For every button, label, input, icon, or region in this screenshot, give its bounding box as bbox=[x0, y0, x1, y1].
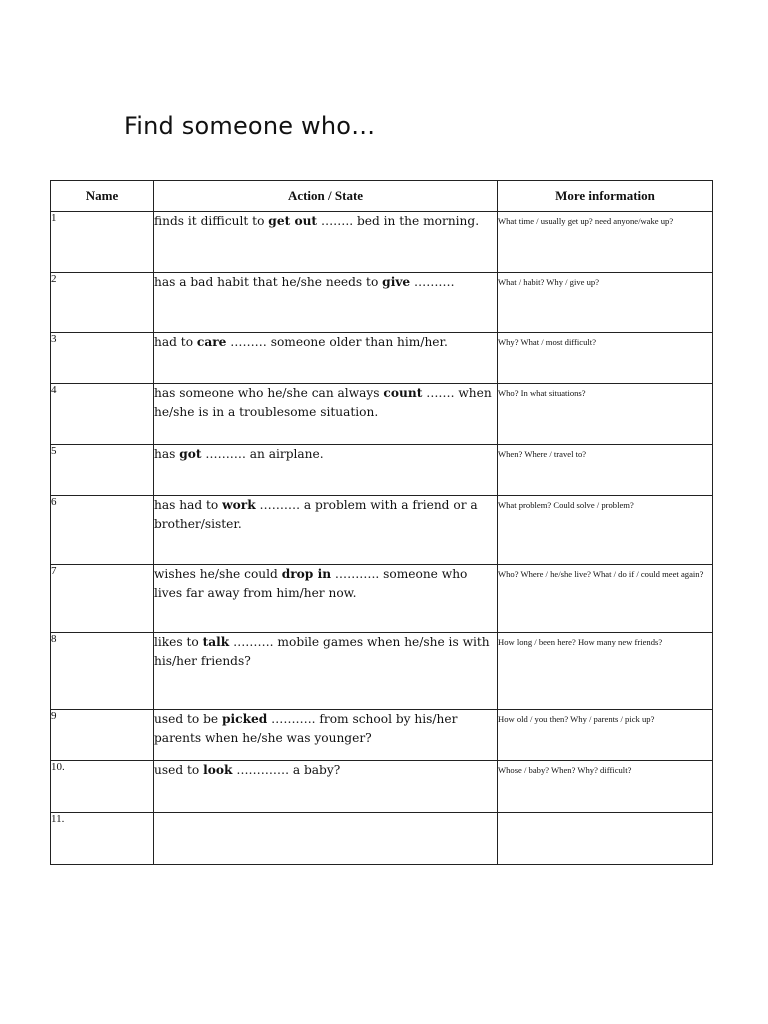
phrasal-verb: got bbox=[179, 447, 202, 461]
row-number: 7 bbox=[51, 565, 154, 633]
table-row bbox=[51, 496, 713, 565]
phrasal-verb: look bbox=[203, 763, 233, 777]
table-row bbox=[51, 445, 713, 496]
action-text: …….. bed in the morning. bbox=[317, 214, 480, 228]
row-number: 2 bbox=[51, 273, 154, 333]
info-cell[interactable]: Who? Where / he/she live? What / do if / could meet again? bbox=[498, 565, 713, 633]
column-header-action: Action / State bbox=[154, 181, 498, 212]
action-text: has bbox=[154, 447, 180, 461]
action-text: used to be bbox=[154, 712, 222, 726]
row-number: 8 bbox=[51, 633, 154, 710]
action-cell[interactable] bbox=[154, 761, 498, 813]
info-cell[interactable]: What time / usually get up? need anyone/wake up? bbox=[498, 212, 713, 273]
action-text: ………. a problem with a friend or a brother/sister. bbox=[154, 498, 478, 531]
column-header-name: Name bbox=[51, 181, 154, 212]
action-text: has someone who he/she can always bbox=[154, 386, 384, 400]
phrasal-verb: picked bbox=[222, 712, 268, 726]
phrasal-verb: get out bbox=[268, 214, 318, 228]
row-number: 10. bbox=[51, 761, 154, 813]
info-cell[interactable]: Who? In what situations? bbox=[498, 384, 713, 445]
table-row bbox=[51, 273, 713, 333]
action-cell[interactable] bbox=[154, 565, 498, 633]
phrasal-verb: give bbox=[382, 275, 411, 289]
table-row bbox=[51, 384, 713, 445]
action-cell[interactable] bbox=[154, 710, 498, 761]
info-cell[interactable]: When? Where / travel to? bbox=[498, 445, 713, 496]
table-row bbox=[51, 565, 713, 633]
info-cell[interactable]: Why? What / most difficult? bbox=[498, 333, 713, 384]
action-cell[interactable] bbox=[154, 633, 498, 710]
action-cell[interactable] bbox=[154, 813, 498, 865]
find-someone-table bbox=[50, 180, 713, 865]
phrasal-verb: count bbox=[383, 386, 423, 400]
row-number: 4 bbox=[51, 384, 154, 445]
row-number: 11. bbox=[51, 813, 154, 865]
action-text: has a bad habit that he/she needs to bbox=[154, 275, 383, 289]
phrasal-verb: drop in bbox=[281, 567, 332, 581]
action-text: ………. mobile games when he/she is with his/her friends? bbox=[154, 635, 490, 668]
action-text: had to bbox=[154, 335, 197, 349]
action-text: …………. a baby? bbox=[232, 763, 341, 777]
action-text: ……….. from school by his/her parents when he/she was younger? bbox=[154, 712, 458, 745]
row-number: 1 bbox=[51, 212, 154, 273]
action-cell[interactable] bbox=[154, 333, 498, 384]
action-cell[interactable] bbox=[154, 445, 498, 496]
info-cell[interactable]: What problem? Could solve / problem? bbox=[498, 496, 713, 565]
info-cell[interactable] bbox=[498, 813, 713, 865]
table-header-row bbox=[51, 181, 713, 212]
row-number: 5 bbox=[51, 445, 154, 496]
phrasal-verb: talk bbox=[202, 635, 230, 649]
info-cell[interactable]: What / habit? Why / give up? bbox=[498, 273, 713, 333]
table-row bbox=[51, 710, 713, 761]
table-row bbox=[51, 333, 713, 384]
column-header-info: More information bbox=[498, 181, 713, 212]
row-number: 9 bbox=[51, 710, 154, 761]
table-row bbox=[51, 761, 713, 813]
info-cell[interactable]: How old / you then? Why / parents / pick up? bbox=[498, 710, 713, 761]
table-row bbox=[51, 212, 713, 273]
action-text: finds it difficult to bbox=[154, 214, 269, 228]
action-text: ………. bbox=[410, 275, 455, 289]
action-cell[interactable] bbox=[154, 273, 498, 333]
row-number: 3 bbox=[51, 333, 154, 384]
action-text: has had to bbox=[154, 498, 223, 512]
action-cell[interactable] bbox=[154, 496, 498, 565]
worksheet-title: Find someone who… bbox=[124, 112, 376, 140]
table-row bbox=[51, 813, 713, 865]
action-cell[interactable] bbox=[154, 212, 498, 273]
action-text: ……….. someone who lives far away from him/her now. bbox=[154, 567, 468, 600]
action-cell[interactable] bbox=[154, 384, 498, 445]
info-cell[interactable]: Whose / baby? When? Why? difficult? bbox=[498, 761, 713, 813]
action-text: ………. an airplane. bbox=[201, 447, 324, 461]
action-text: wishes he/she could bbox=[154, 567, 282, 581]
table-row bbox=[51, 633, 713, 710]
row-number: 6 bbox=[51, 496, 154, 565]
action-text: ……… someone older than him/her. bbox=[226, 335, 448, 349]
phrasal-verb: care bbox=[196, 335, 227, 349]
phrasal-verb: work bbox=[222, 498, 256, 512]
action-text: ……. when he/she is in a troublesome situation. bbox=[154, 386, 492, 419]
action-text: used to bbox=[154, 763, 204, 777]
action-text: likes to bbox=[154, 635, 203, 649]
info-cell[interactable]: How long / been here? How many new friends? bbox=[498, 633, 713, 710]
